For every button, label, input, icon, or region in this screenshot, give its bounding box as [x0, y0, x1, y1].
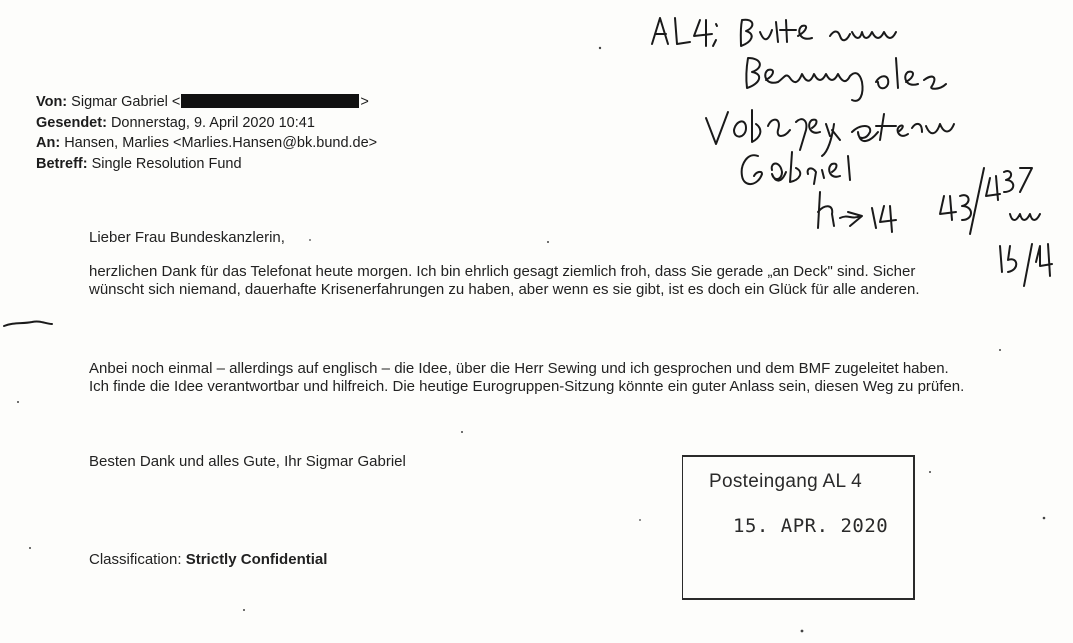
- from-close: >: [360, 94, 369, 110]
- sent-row: [36, 113, 377, 134]
- salutation: Lieber Frau Bundeskanzlerin,: [89, 229, 285, 246]
- classification-value: Strictly Confidential: [185, 551, 328, 568]
- from-label: Von:: [36, 94, 68, 110]
- stamp-date: 15. APR. 2020: [733, 515, 889, 537]
- redaction-bar: [181, 94, 359, 108]
- sent-value: Donnerstag, 9. April 2020 10:41: [110, 114, 315, 131]
- received-stamp: [682, 455, 915, 600]
- from-name: Sigmar Gabriel <: [71, 94, 181, 110]
- paragraph-2: Anbei noch einmal – allerdings auf englisch – die Idee, über die Herr Sewing und ich gesprochen und dem BMF zugeleitet haben. Ich finde die Idee verantwortbar und hilfreich. Die heutige Eurogruppen-Sitzung könnte ein guter Anlass sein, diesen Weg zu prüfen.: [89, 360, 965, 395]
- handwritten-note: [652, 18, 954, 184]
- subject-value: Single Resolution Fund: [91, 155, 242, 172]
- handwritten-date: [1000, 244, 1052, 286]
- to-row: [36, 133, 377, 154]
- to-label: An:: [36, 135, 61, 151]
- stamp-title: Posteingang AL 4: [709, 471, 863, 492]
- margin-mark: [4, 321, 52, 326]
- subject-label: Betreff:: [36, 155, 88, 172]
- handwritten-initials: [818, 192, 896, 232]
- from-row: [36, 92, 377, 113]
- paragraph-1: herzlichen Dank für das Telefonat heute morgen. Ich bin ehrlich gesagt ziemlich froh, dass Sie gerade „an Deck" sind. Sicher wünscht sich niemand, dauerhafte Krisenerfahrungen zu haben, aber wenn es sie gibt, ist es doch ein Glück für alle anderen.: [89, 263, 920, 298]
- sent-label: Gesendet:: [36, 114, 107, 131]
- closing-line: Besten Dank und alles Gute, Ihr Sigmar Gabriel: [89, 453, 406, 470]
- to-value: Hansen, Marlies <Marlies.Hansen@bk.bund.de>: [64, 135, 378, 151]
- subject-row: [36, 154, 377, 175]
- handwritten-reference: [940, 168, 1040, 234]
- email-header: [36, 92, 377, 174]
- classification-label: Classification:: [89, 551, 182, 568]
